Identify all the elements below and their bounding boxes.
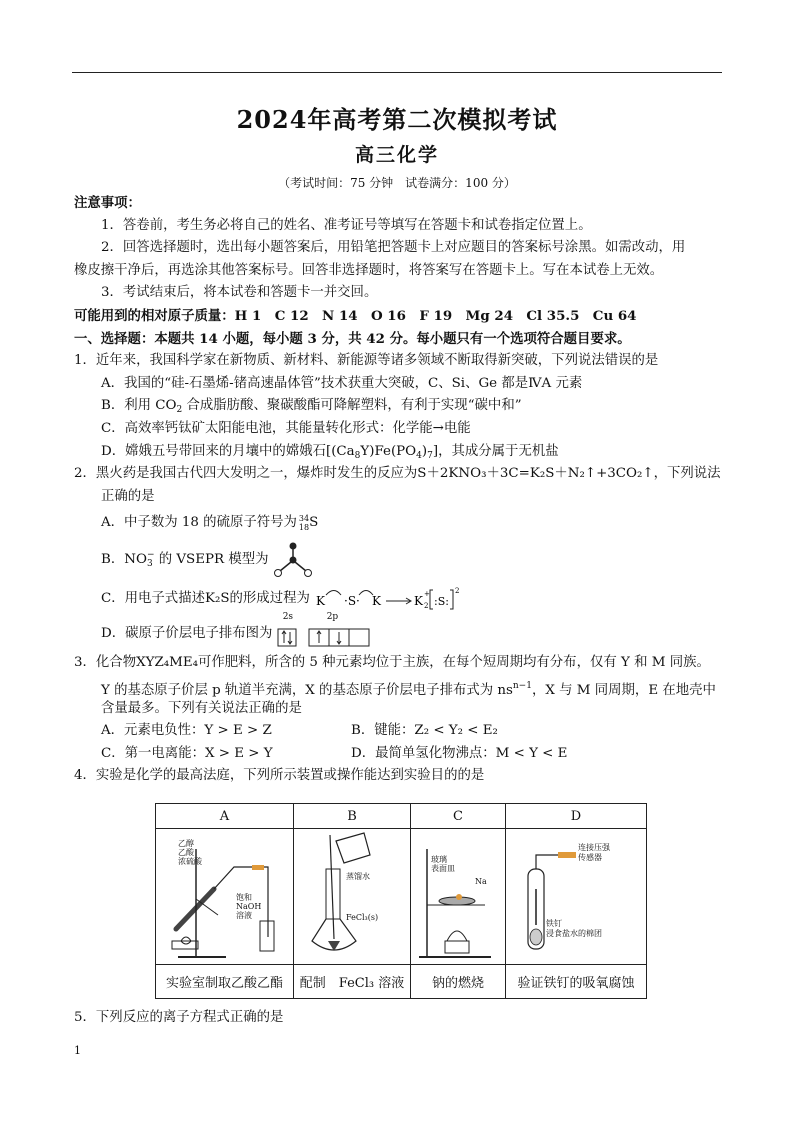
orbital-2s-label: 2s [282,611,294,622]
label-salt-cotton: 浸食盐水的棉团 [546,929,602,938]
svg-text:2: 2 [455,586,460,595]
label-iron-nail: 铁钉 [546,919,562,928]
q1-d-text4: ]，其成分属于无机盐 [432,443,559,459]
col-header-d: D [506,804,647,829]
label-acetic-acid: 乙酸 [178,848,194,857]
svg-text::S:: :S: [434,594,450,608]
q2-option-d [74,611,724,652]
q2-stem [74,463,724,486]
label-sensor: 传感器 [578,853,602,862]
q2-d-text: D．碳原子价层电子排布图为 [101,626,273,642]
q3-stem-c: Y 的基态原子价层 p 轨道半充满，X 的基态原子价层电子排布式为 ns [101,682,513,698]
label-ethanol: 乙醇 [178,839,194,848]
q1-d-text2: Y)Fe(PO [360,443,417,459]
figure-d-canvas [506,829,646,964]
q2-option-c [74,582,724,616]
col-header-c: C [411,804,506,829]
svg-text:·S·: ·S· [344,593,360,608]
figure-d-labels-bottom [546,919,602,939]
section-heading: 一、选择题：本题共 14 小题，每小题 3 分，共 42 分。每小题只有一个选项符合题目要求。 [74,330,631,347]
q3-formula: XYZ₄ME₄ [136,655,198,671]
q2-b-text: B．NO [101,552,147,568]
q1-b-text: B．利用 CO [101,398,177,414]
orbital-diagram [277,611,373,651]
caption-c: 钠的燃烧 [411,965,506,999]
q3-option-c: C．第一电离能：X > E > Y [101,745,273,761]
q3-stem-b: 可作肥料，所含的 5 种元素均位于主族，在每个短周期均有分布，仅有 Y 和 M 同族。 [198,655,710,671]
col-header-b: B [294,804,411,829]
notice-heading: 注意事项： [74,195,141,211]
caption-a: 实验室制取乙酸乙酯 [156,965,294,999]
q1-option-d [74,441,724,464]
figure-b-canvas [294,829,410,964]
q1-d-text1: D．嫦娥五号带回来的月壤中的嫦娥石[(Ca [101,443,355,459]
figure-b [294,829,411,965]
q3-options-ab [74,720,724,743]
figure-d-labels-top [578,843,610,863]
q2-option-b [74,538,724,582]
iron-corrosion-icon [506,829,646,964]
q2-c-text2: 的形成过程为 [229,591,310,607]
svg-text:2: 2 [424,601,429,610]
label-fecl3-solid: FeCl₃(s) [346,913,379,922]
label-na: Na [475,877,487,886]
experiment-table-header [156,804,647,829]
q3-option-d: D．最简单氢化物沸点：M < Y < E [351,745,568,761]
notice-item-3: 3．考试结束后，将本试卷和答题卡一并交回。 [101,285,378,301]
label-distilled-water: 蒸馏水 [346,872,370,881]
q1-d-sub7: 7 [427,450,433,461]
label-watch-glass: 表面皿 [431,864,455,873]
q2-equation: S＋2KNO₃＋3C=K₂S＋N₂↑+3CO₂↑ [417,466,654,482]
q2-b-text2: 的 VSEPR 模型为 [154,552,269,568]
label-glass: 玻璃 [431,855,447,864]
q2-b-sup: − [146,549,155,560]
col-header-a: A [156,804,294,829]
q3-option-b: B．键能：Z₂ < Y₂ < E₂ [351,723,498,739]
q5-stem: 5．下列反应的离子方程式正确的是 [74,1010,284,1025]
electron-formula-icon [314,584,464,614]
exam-body [74,192,724,788]
q2-a-text: A．中子数为 18 的硫原子符号为 [101,515,297,531]
q3-options-cd [74,743,724,766]
figure-d [506,829,647,965]
page-number: 1 [74,1044,81,1057]
notice-item-2: 2．回答选择题时，选出每小题答案后，用铅笔把答题卡上对应题目的答案标号涂黑。如需改动，用 [101,240,686,256]
top-rule [72,72,722,73]
figure-c-canvas [411,829,505,964]
q2-c-text1: C．用电子式描述 [101,591,205,607]
q2-a-atomic-number: 18 [298,522,310,532]
q3-stem-d: ，X 与 M 同周期，E 在地壳中 [531,682,716,698]
notice-item-2-cont: 橡皮擦干净后，再选涂其他答案标号。回答非选择题时，将答案写在答题卡上。写在本试卷上无效。 [74,262,664,278]
figure-a-labels-left [178,839,202,866]
figure-c [411,829,506,965]
q2-stem-a: 2．黑火药是我国古代四大发明之一，爆炸时发生的反应为 [74,466,418,482]
atomic-masses: 可能用到的相对原子质量：H 1 C 12 N 14 O 16 F 19 Mg 24 Cl 35.5 Cu 64 [74,307,637,324]
q2-a-nuclide-numbers [299,514,309,532]
orbital-2p-label: 2p [326,611,339,622]
q2-a-mass-number: 34 [298,513,310,523]
figure-a-canvas [156,829,293,964]
q2-b-sub: 3 [146,558,153,569]
volumetric-flask-icon [294,829,410,964]
notice-item-1: 1．答卷前，考生务必将自己的姓名、准考证号等填写在答题卡和试卷指定位置上。 [101,217,592,233]
q2-a-symbol: S [309,515,319,531]
caption-b: 配制 FeCl₃ 溶液 [294,965,411,999]
q1-b-text2: 合成脂肪酸、聚碳酸酯可降解塑料，有利于实现“碳中和” [182,398,522,414]
orbital-boxes-icon [277,627,373,649]
q2-option-a [74,508,724,538]
q4-stem: 4．实验是化学的最高法庭，下列所示装置或操作能达到实验目的的是 [74,768,485,784]
q1-b-sub: 2 [176,405,183,416]
ester-apparatus-icon [156,829,293,964]
svg-text:+: + [424,589,431,598]
q3-option-a: A．元素电负性：Y > E > Z [101,723,272,739]
q3-stem [74,652,724,675]
q2-c-formula: K₂S [204,591,230,607]
q1-d-sub8: 8 [354,450,361,461]
experiment-captions [156,965,647,999]
page-title: 2024年高考第二次模拟考试 [236,105,558,134]
label-saturated: 饱和 [236,893,252,902]
q2-stem-b: ，下列说法 [653,466,721,482]
label-naoh: NaOH [236,902,262,911]
q1-stem: 1．近年来，我国科学家在新物质、新材料、新能源等诸多领域不断取得新突破，下列说法错误的是 [74,353,659,369]
vsepr-model-icon [273,540,313,580]
q3-stem-cont2: 含量最多。下列有关说法正确的是 [101,700,302,716]
svg-text:K: K [414,593,424,608]
caption-d: 验证铁钉的吸氧腐蚀 [506,965,647,999]
q1-d-text3: ) [421,443,428,459]
q2-stem-cont: 正确的是 [101,488,155,504]
q1-option-c: C．高效率钙钛矿太阳能电池，其能量转化形式：化学能→电能 [101,420,471,436]
label-conc-sulfuric: 浓硫酸 [178,857,202,866]
q3-stem-sup: n−1 [512,680,532,691]
svg-text:K: K [316,593,326,608]
figure-a [156,829,294,965]
sodium-burning-icon [411,829,505,964]
experiment-figures [156,829,647,965]
experiment-table [155,803,647,999]
subject-title: 高三化学 [354,144,439,166]
figure-a-labels-right [236,893,261,920]
q1-d-sub4: 4 [416,450,422,461]
q1-option-a: A．我国的“硅-石墨烯-锗高速晶体管”技术获重大突破，C、Si、Ge 都是ⅣA 元素 [101,375,583,391]
figure-c-labels [431,855,455,873]
label-connect-pressure: 连接压强 [578,843,610,852]
exam-info: （考试时间：75 分钟 试卷满分：100 分） [278,176,516,190]
svg-text:K: K [372,593,382,608]
label-solution: 溶液 [236,911,252,920]
q3-stem-cont1 [74,675,724,698]
q1-option-b [74,395,724,418]
q3-stem-a: 3．化合物 [74,655,137,671]
